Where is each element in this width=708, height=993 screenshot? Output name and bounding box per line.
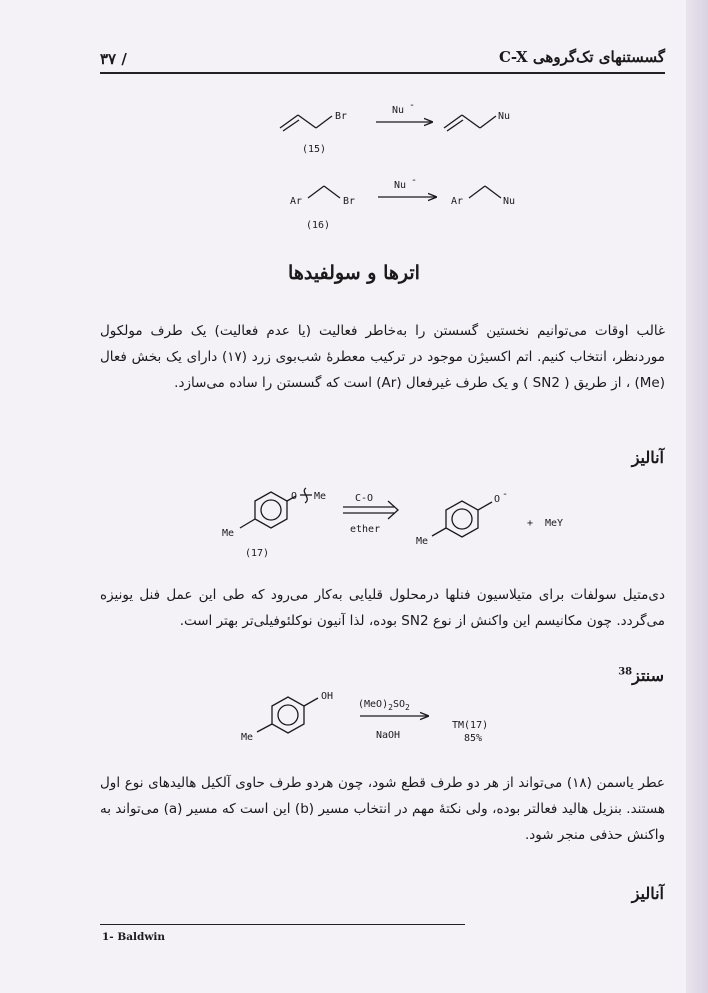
s15-br: Br xyxy=(335,111,348,122)
s16-ar-left: Ar xyxy=(290,196,303,207)
synth-product: TM(17) xyxy=(452,720,489,731)
s17-label: (17) xyxy=(245,548,270,559)
synth-reagent-bottom: NaOH xyxy=(376,730,401,741)
paragraph-2 xyxy=(100,582,665,634)
s15-label: (15) xyxy=(302,144,327,155)
page-number-block xyxy=(100,50,127,68)
allyl-bromide-structure xyxy=(280,115,332,131)
footnote: 1- Baldwin xyxy=(102,931,165,943)
s17-plus: + xyxy=(527,518,534,529)
synth-me: Me xyxy=(241,732,254,743)
s16-ar-right: Ar xyxy=(451,196,464,207)
synth-oh: OH xyxy=(321,691,334,702)
s17-product-o: O xyxy=(494,494,501,505)
s17-me: Me xyxy=(222,528,235,539)
retro-arrow-head xyxy=(388,501,398,519)
synthesis-ref: 38 xyxy=(618,666,633,678)
s17-o: O xyxy=(291,491,298,502)
analysis-heading-1: آنالیز xyxy=(631,448,664,467)
header-rule xyxy=(100,72,665,74)
s17-reagent-top: C-O xyxy=(355,493,374,504)
benzyl-nu-structure xyxy=(469,186,501,198)
s16-reagent: Nu xyxy=(394,180,407,191)
footnote-rule xyxy=(100,924,465,925)
s15-reagent-charge: - xyxy=(409,100,416,111)
page-edge xyxy=(686,0,708,993)
paragraph-3-text: عطر یاسمن (۱۸) می‌تواند از هر دو طرف قطع شود، چون هردو طرف حاوی آلکیل هالیدهای نوع اول هستند. بنزیل هالید فعالتر بوده، ولی نکتهٔ مهم در انتخاب مسیر (b) این است که مسیر (a) می‌تواند به واکنش حذفی منجر شود. xyxy=(100,775,665,843)
paragraph-1 xyxy=(100,318,665,396)
phenoxide-structure xyxy=(432,501,492,537)
analysis-heading-2: آنالیز xyxy=(631,884,664,903)
paragraph-3 xyxy=(100,770,665,848)
synthesis-heading-text: سنتز xyxy=(632,666,664,685)
p-cresol-structure xyxy=(257,697,318,733)
s16-nu: Nu xyxy=(503,196,516,207)
synth-reagent-top xyxy=(358,699,410,712)
section-title: اترها و سولفیدها xyxy=(288,262,420,284)
benzyl-bromide-structure xyxy=(308,186,340,198)
s17-side-product: MeY xyxy=(545,518,564,529)
s15-reagent: Nu xyxy=(392,105,405,116)
paragraph-1-text: غالب اوقات می‌توانیم نخستین گسستن را به‌خاطر فعالیت (یا عدم فعالیت) یک طرف مولکول موردنظر، انتخاب کنیم. اتم اکسیژن موجود در ترکیب معطرهٔ شب‌بوی زرد (۱۷) دارای یک بخش فعال (Me) ، از طریق ( SN2 ) و یک طرف غیرفعال (Ar) است که گسستن را ساده می‌سازد. xyxy=(100,323,666,391)
synth-reagent-b: 2 xyxy=(388,703,393,712)
s15-nu: Nu xyxy=(498,111,511,122)
s17-product-me: Me xyxy=(416,536,429,547)
s17-reagent-bottom: ether xyxy=(350,524,381,535)
paragraph-2-text: دی‌متیل سولفات برای متیلاسیون فنلها درمحلول قلیایی به‌کار می‌رود که طی این عمل فنل یونیزه می‌گردد. چون مکانیسم این واکنش از نوع SN2 بوده، لذا آنیون نوکلئوفیلی‌تر بهتر است. xyxy=(100,587,665,629)
s17-ome-me: Me xyxy=(314,491,327,502)
anisole-structure xyxy=(240,488,312,528)
page-header xyxy=(100,44,665,74)
allyl-nu-structure xyxy=(444,115,496,131)
chapter-title: گسستنهای تک‌گروهی C-X xyxy=(498,48,665,66)
synthesis-heading xyxy=(618,666,664,685)
s16-label: (16) xyxy=(306,220,331,231)
synth-reagent-a: (MeO) xyxy=(358,699,389,710)
page-number: ۳۷ xyxy=(100,50,117,68)
s16-br: Br xyxy=(343,196,356,207)
synth-reagent-c: SO xyxy=(392,699,405,710)
synth-reagent-d: 2 xyxy=(404,703,410,712)
synth-yield: 85% xyxy=(464,733,483,744)
s17-product-charge: - xyxy=(502,489,509,500)
header-separator: / xyxy=(121,50,127,68)
s16-reagent-charge: - xyxy=(411,175,418,186)
disconnection-mark xyxy=(304,488,307,503)
